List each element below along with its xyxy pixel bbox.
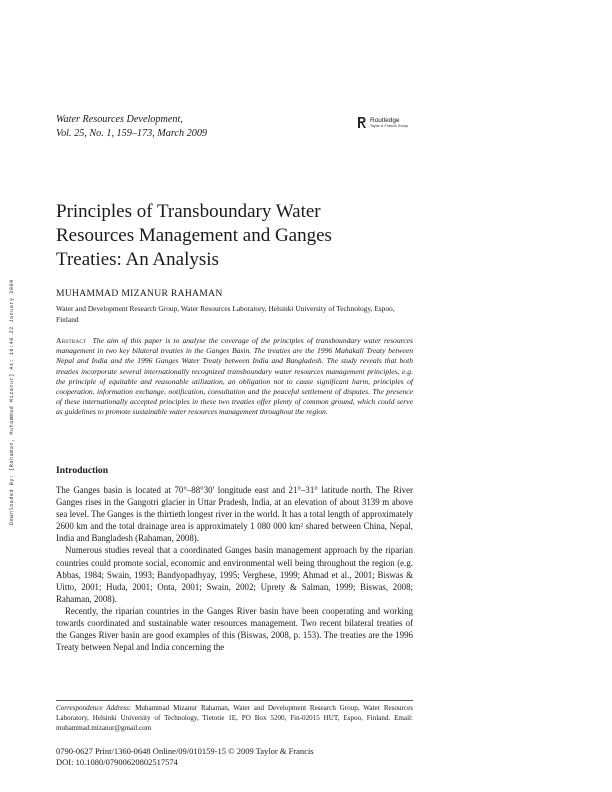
title-line: Principles of Transboundary Water bbox=[56, 201, 321, 222]
section-heading-introduction: Introduction bbox=[56, 465, 109, 476]
author-name: MUHAMMAD MIZANUR RAHAMAN bbox=[56, 288, 223, 299]
article-title bbox=[56, 200, 396, 272]
journal-header bbox=[56, 113, 207, 140]
correspondence-text: Muhammad Mizanur Rahaman, Water and Development Research Group, Water Resources Laboratory, Helsinki University of Technology, Tietotie 1E, PO Box 5200, Fin-02015 HUT, Espoo, Finland. Email: muhammad.mizanur@gmail.com bbox=[56, 704, 413, 732]
title-line: Resources Management and Ganges bbox=[56, 225, 332, 246]
abstract bbox=[56, 336, 413, 418]
issn-line: 0790-0627 Print/1360-0648 Online/09/010159-15 © 2009 Taylor & Francis bbox=[56, 746, 314, 756]
journal-name: Water Resources Development, bbox=[56, 114, 183, 125]
journal-citation: Vol. 25, No. 1, 159–173, March 2009 bbox=[56, 127, 208, 139]
body-paragraph: Recently, the riparian countries in the Ganges River basin have been cooperating and working towards coordinated and sustainable water resources management. Two recent bilateral treaties of the Ganges River basin are good examples of this (Biswas, 2008, p. 153). The treaties are the 1996 Treaty between Nepal and India concerning the bbox=[56, 605, 413, 653]
article-identifiers bbox=[56, 746, 314, 768]
title-line: Treaties: An Analysis bbox=[56, 249, 219, 270]
publisher-name: Routledge bbox=[370, 117, 400, 124]
body-paragraph: Numerous studies reveal that a coordinated Ganges basin management approach by the riparian countries could promote social, economic and environmental well being throughout the region (e.g. Abbas, 1984; Swain, 1993; Bandyopadhyay, 1995; Verghese, 1999; Ahmad et al., 2001; Biswas & Uitto, 2001; Huda, 2001; Onta, 2001; Swain, 2002; Uprety & Salman, 1999; Biswas, 2008; Rahaman, 2008). bbox=[56, 545, 413, 604]
doi-line: DOI: 10.1080/07900620802517574 bbox=[56, 757, 178, 767]
correspondence-address bbox=[56, 703, 413, 733]
abstract-label: Abstract bbox=[56, 336, 87, 345]
footnote-divider bbox=[56, 700, 413, 701]
body-paragraph: The Ganges basin is located at 70°–88°30' longitude east and 21°–31° latitude north. The River Ganges rises in the Gangotri glacier in Uttar Pradesh, India, at an elevation of about 3139 m above sea level. The Ganges is the thirtieth longest river in the world. It has a total length of approximately 2600 km and the total drainage area is approximately 1 080 000 km² shared between China, Nepal, India and Bangladesh (Rahaman, 2008). bbox=[56, 485, 413, 544]
introduction-body bbox=[56, 484, 413, 653]
download-watermark bbox=[0, 270, 15, 525]
download-note: Downloaded By: [Rahaman, Muhammad Mizanur] At: 16:40 22 January 2009 bbox=[9, 279, 15, 525]
publisher-subname: Taylor & Francis Group bbox=[370, 124, 408, 128]
correspondence-label: Correspondence Address: bbox=[56, 704, 132, 712]
author-affiliation: Water and Development Research Group, Water Resources Laboratory, Helsinki University of Technology, Espoo, Finland bbox=[56, 304, 395, 324]
publisher-logo bbox=[357, 116, 408, 129]
abstract-text: The aim of this paper is to analyse the coverage of the principles of transboundary water resources management in two key bilateral treaties in the Ganges Basin. The treaties are the 1996 Mahakali Treaty between Nepal and India and the 1996 Ganges Water Treaty between India and Bangladesh. The study reveals that both treaties incorporate several internationally recognized transboundary water resources management principles, e.g. the principle of equitable and reasonable utilization, an obligation not to cause significant harm, principles of cooperation, information exchange, notification, consultation and the peaceful settlement of disputes. The presence of these internationally accepted principles in these two treaties offer plenty of common ground, which could serve as guidelines to promote sustainable water resources management throughout the region. bbox=[56, 336, 413, 417]
routledge-r-icon bbox=[357, 116, 367, 129]
